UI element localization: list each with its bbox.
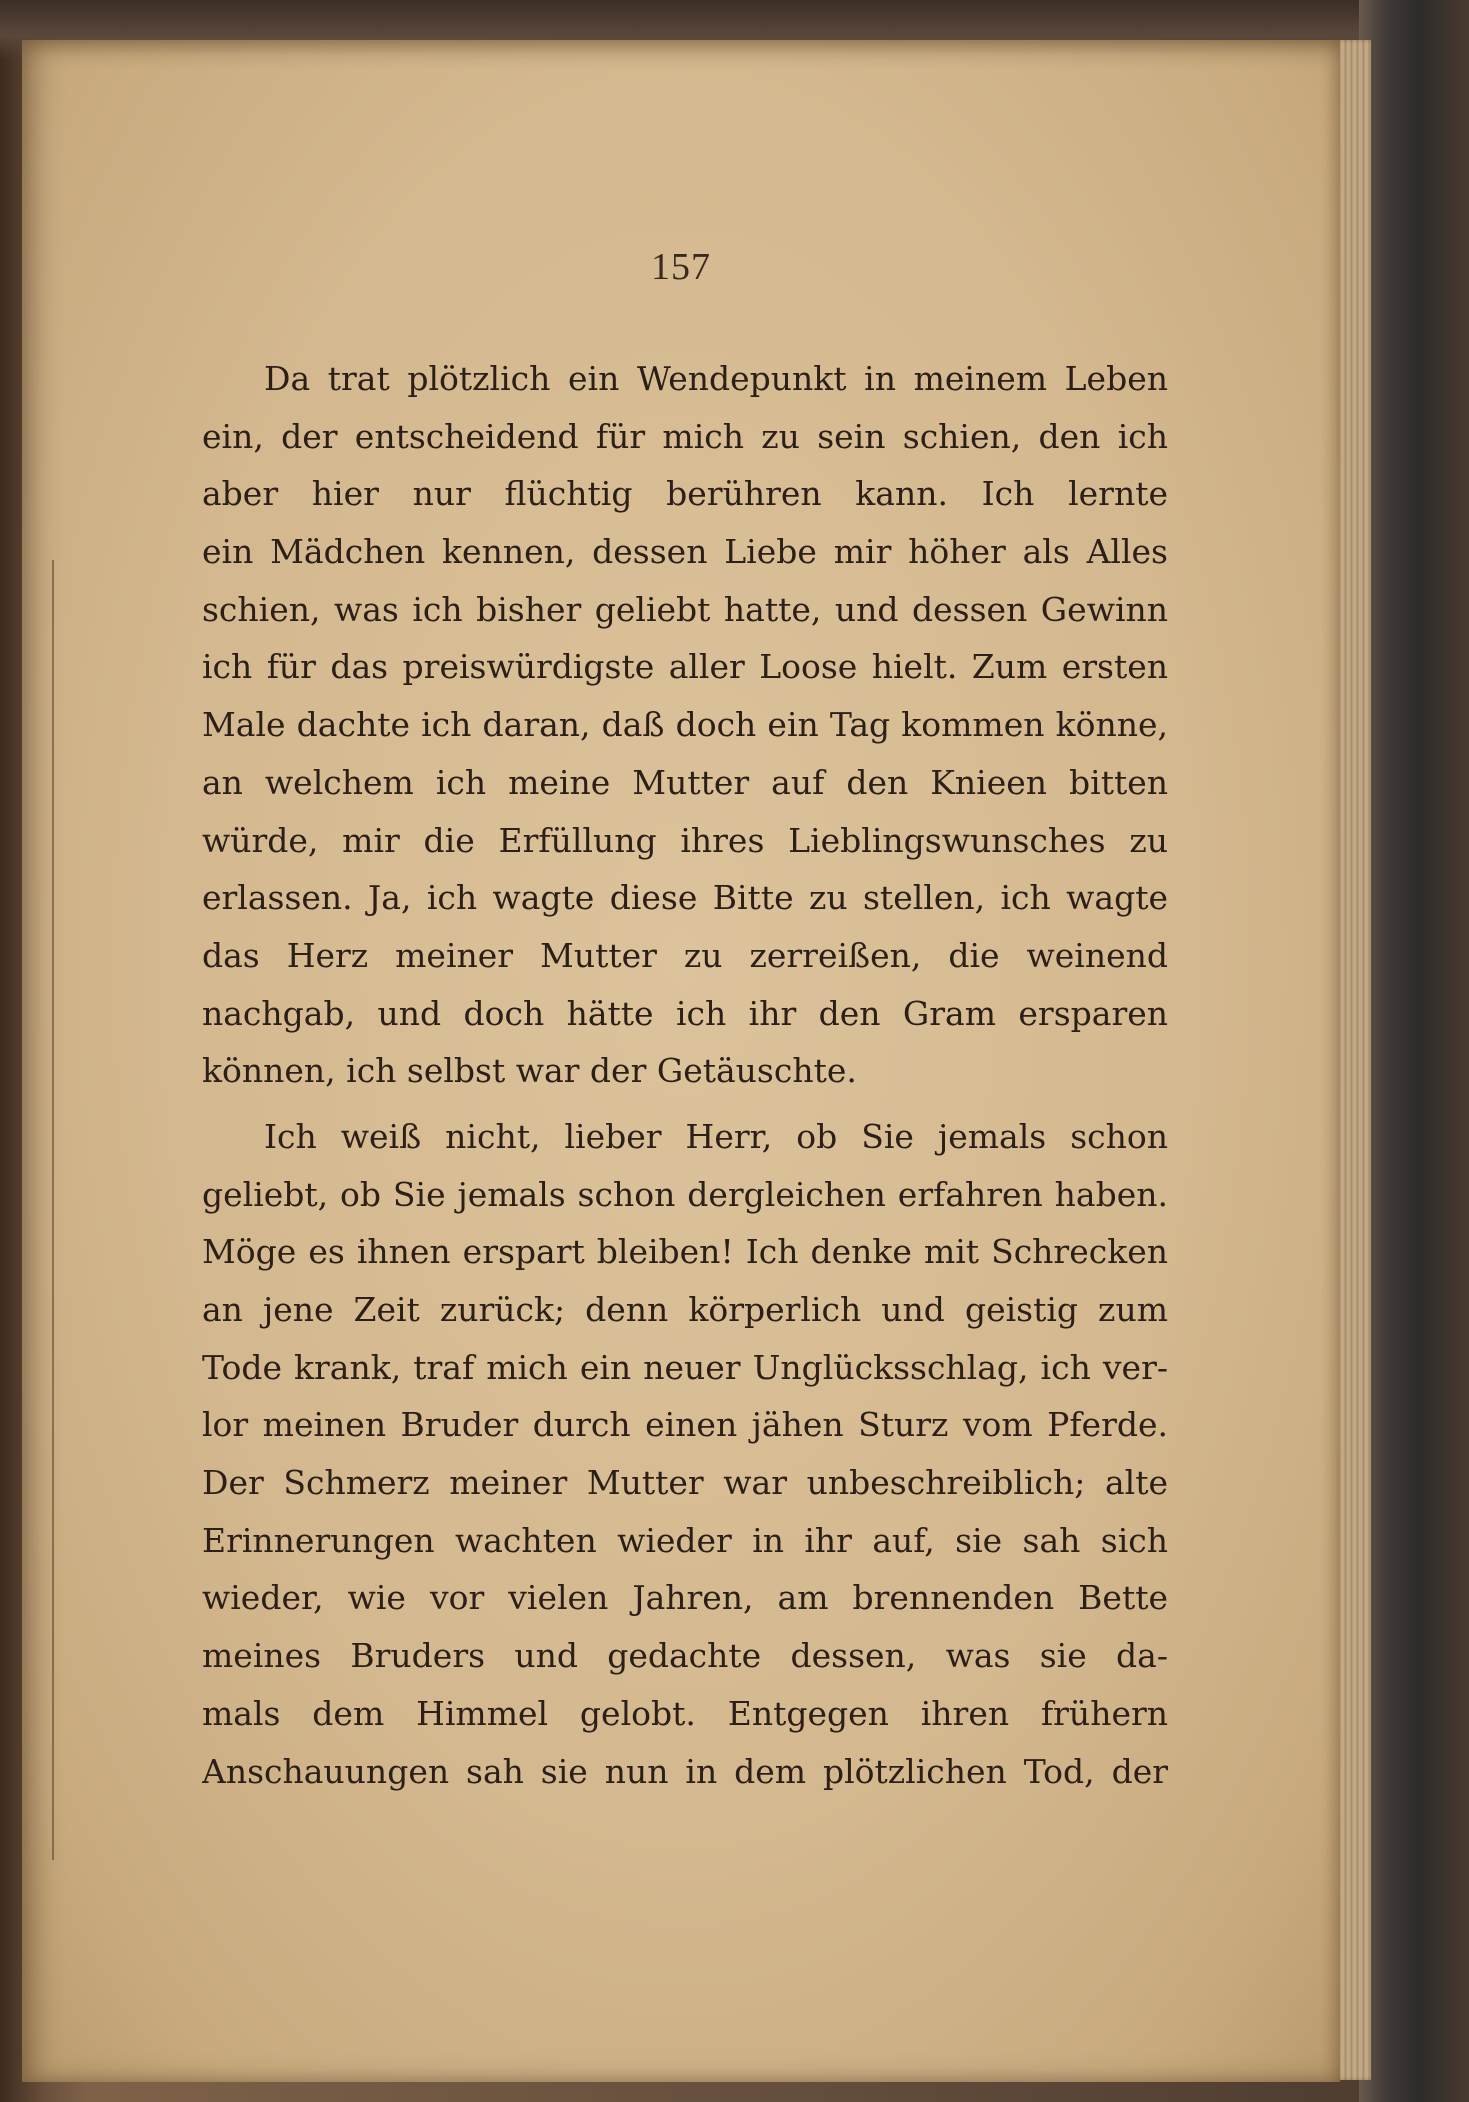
- paragraph-2: [202, 1108, 1168, 1800]
- text-line: schien, was ich bisher geliebt hatte, und dessen Gewinn: [202, 589, 1168, 629]
- book-cover-edge: [1359, 0, 1469, 2102]
- text-line: Anschauungen sah sie nun in dem plötzlichen Tod, der: [202, 1751, 1168, 1791]
- text-line: lor meinen Bruder durch einen jähen Sturz vom Pferde.: [202, 1405, 1168, 1445]
- text-line: ein, der entscheidend für mich zu sein schien, den ich: [202, 416, 1168, 456]
- text-line: nachgab, und doch hätte ich ihr den Gram ersparen: [202, 993, 1168, 1033]
- paragraph-1: [202, 350, 1168, 1100]
- text-line: würde, mir die Erfüllung ihres Lieblingswunsches zu: [202, 820, 1168, 860]
- text-line: Möge es ihnen erspart bleiben! Ich denke mit Schrecken: [202, 1232, 1168, 1272]
- text-line: Male dachte ich daran, daß doch ein Tag kommen könne,: [202, 705, 1168, 745]
- text-line: wieder, wie vor vielen Jahren, am brennenden Bette: [202, 1578, 1168, 1618]
- text-line: meines Bruders und gedachte dessen, was sie da-: [202, 1636, 1168, 1676]
- text-line: Erinnerungen wachten wieder in ihr auf, sie sah sich: [202, 1520, 1168, 1560]
- text-line: mals dem Himmel gelobt. Entgegen ihren frühern: [202, 1693, 1168, 1733]
- text-line: geliebt, ob Sie jemals schon dergleichen erfahren haben.: [202, 1174, 1168, 1214]
- text-line: Da trat plötzlich ein Wendepunkt in meinem Leben: [264, 359, 1168, 398]
- gutter-shadow: [52, 560, 54, 1860]
- text-line: Der Schmerz meiner Mutter war unbeschreiblich; alte: [202, 1463, 1168, 1503]
- text-line: Ich weiß nicht, lieber Herr, ob Sie jemals schon: [264, 1116, 1168, 1156]
- paragraph-gap: [202, 1100, 1168, 1108]
- text-line: aber hier nur flüchtig berühren kann. Ich lernte: [202, 474, 1168, 514]
- text-line: ein Mädchen kennen, dessen Liebe mir höher als Alles: [202, 532, 1168, 572]
- text-line: an jene Zeit zurück; denn körperlich und geistig zum: [202, 1290, 1168, 1329]
- body-text: [202, 350, 1168, 1800]
- page-number: 157: [651, 246, 711, 288]
- text-line: Tode krank, traf mich ein neuer Unglücksschlag, ich ver-: [202, 1347, 1168, 1387]
- paper-page: [22, 40, 1340, 2082]
- text-line: an welchem ich meine Mutter auf den Knieen bitten: [202, 762, 1168, 802]
- text-line: ich für das preiswürdigste aller Loose hielt. Zum ersten: [202, 647, 1168, 687]
- text-line: das Herz meiner Mutter zu zerreißen, die weinend: [202, 935, 1168, 975]
- text-line: erlassen. Ja, ich wagte diese Bitte zu stellen, ich wagte: [202, 878, 1168, 918]
- text-line: können, ich selbst war der Getäuschte.: [202, 1051, 857, 1091]
